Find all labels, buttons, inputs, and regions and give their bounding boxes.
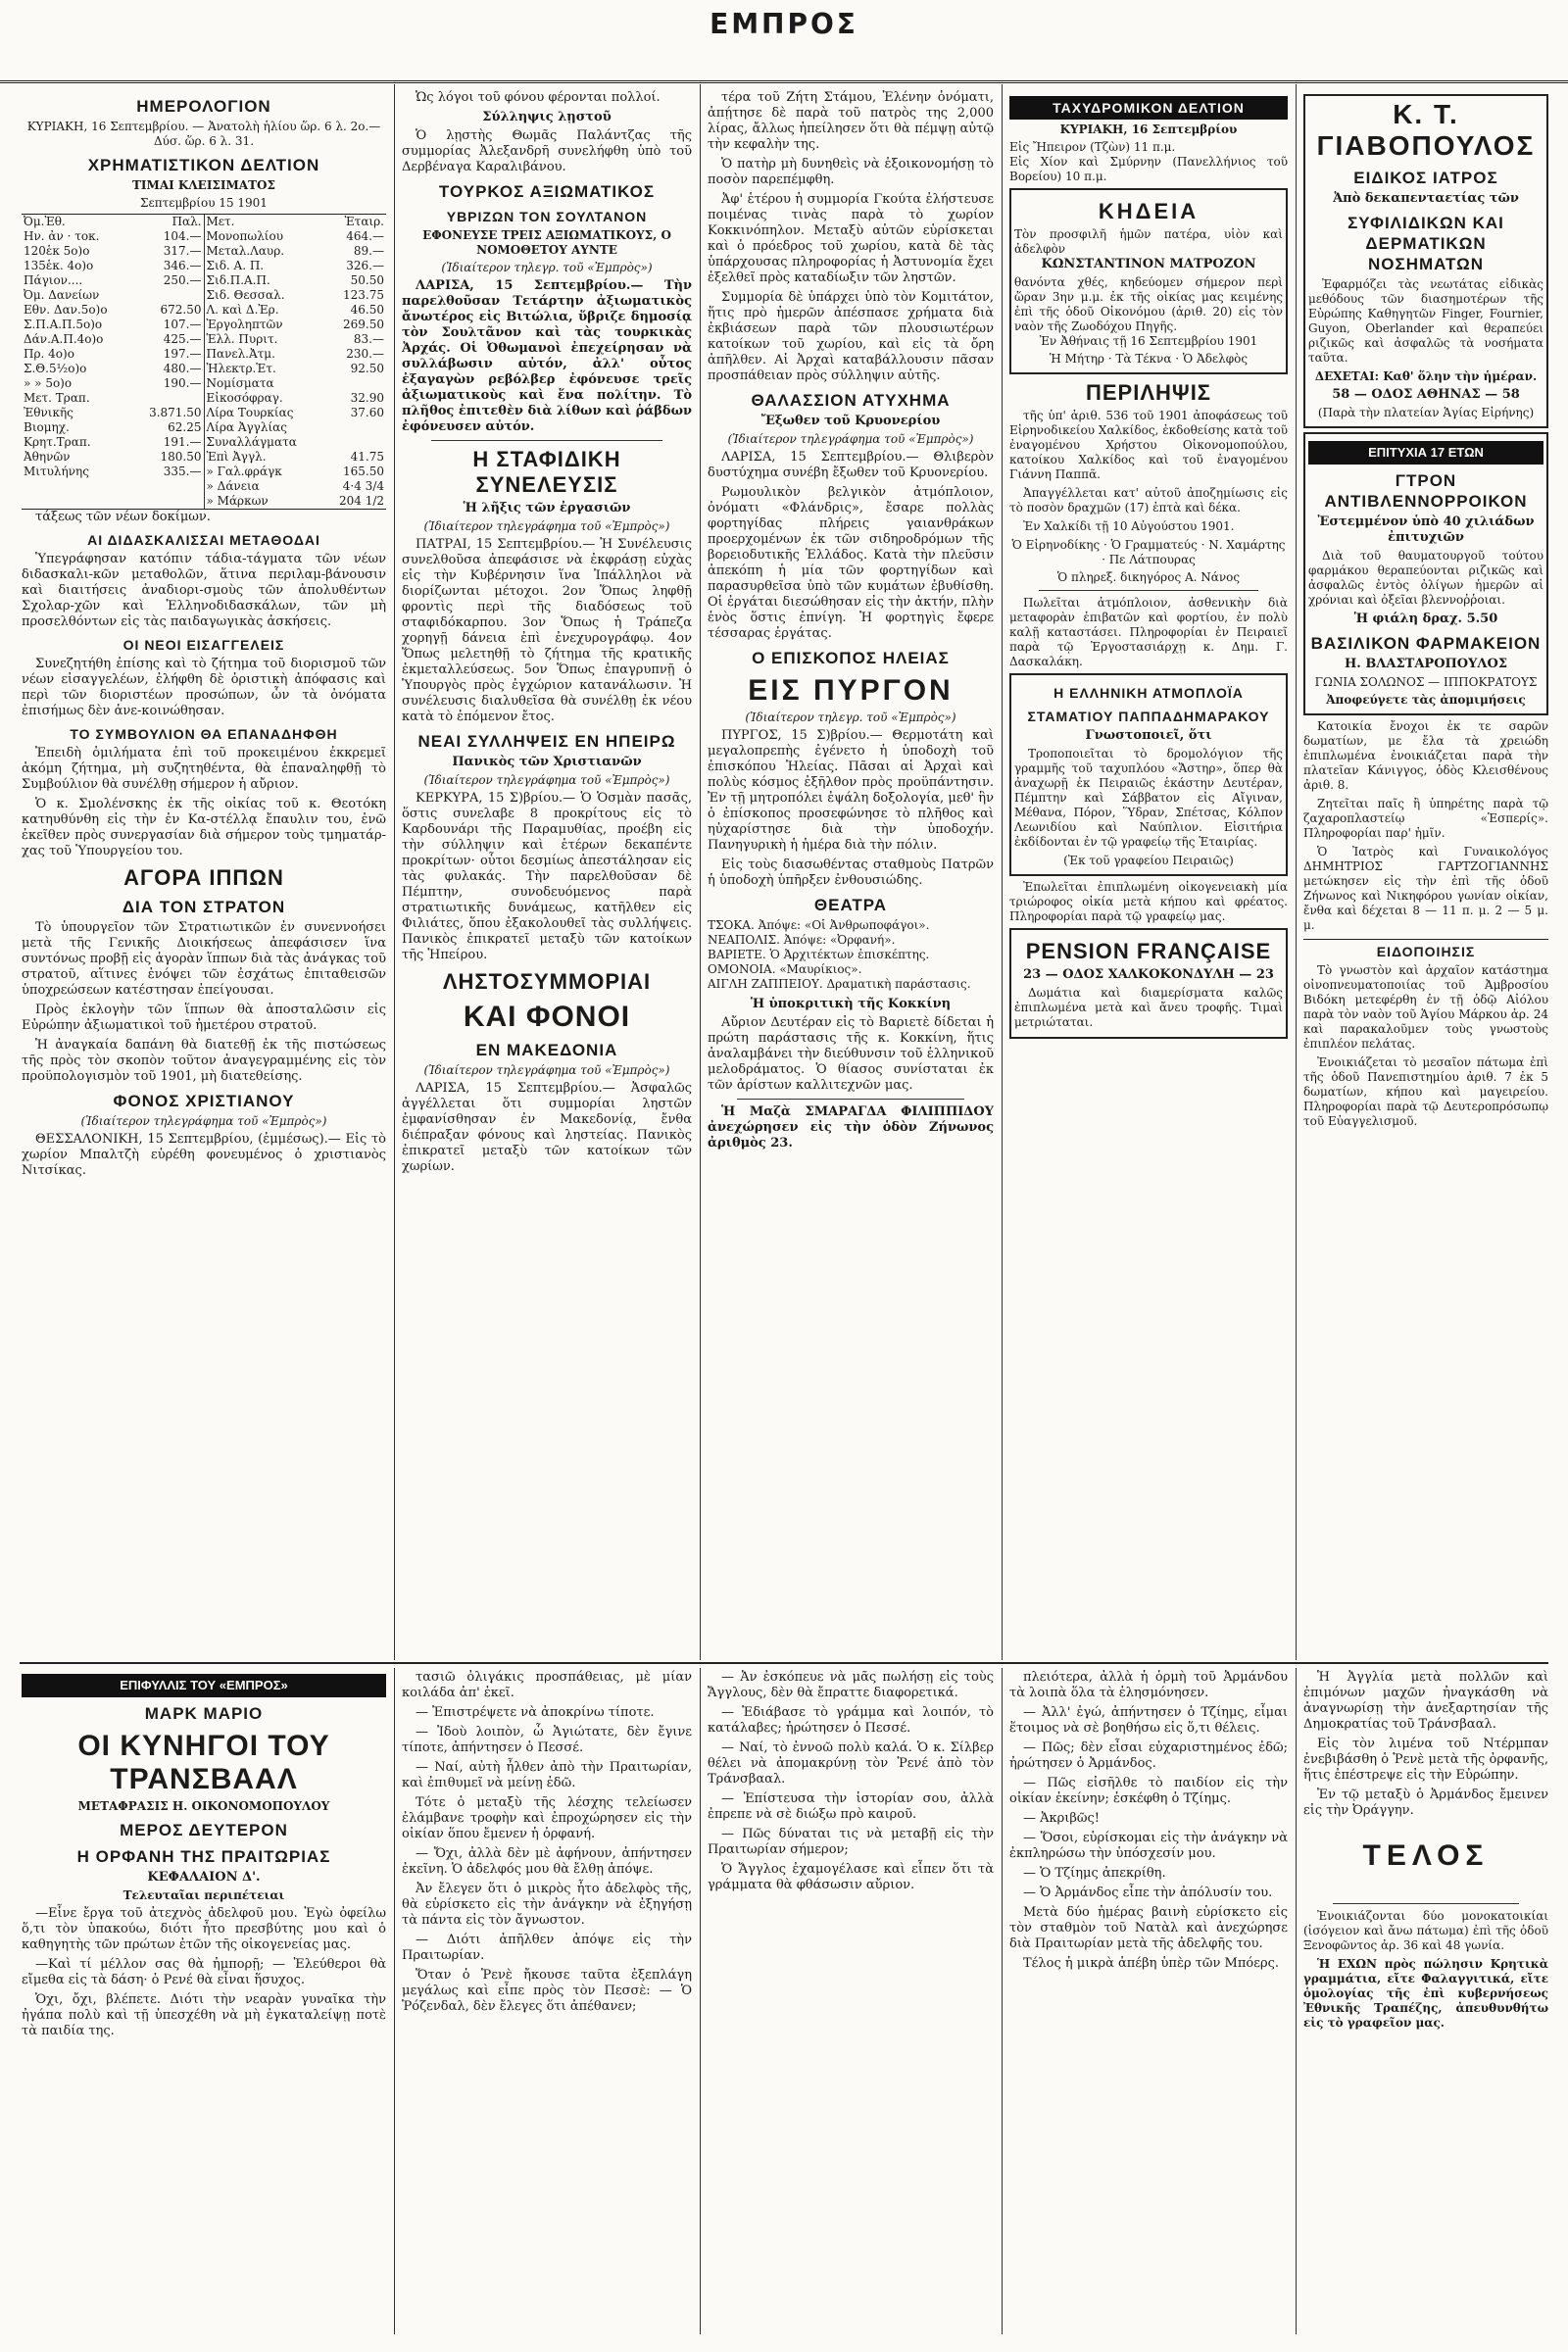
headline: Ο ΕΠΙΣΚΟΠΟΣ ΗΛΕΙΑΣ bbox=[752, 649, 950, 667]
rate-value: 425.— bbox=[163, 332, 202, 346]
rate-label: Ἀθηνῶν bbox=[24, 450, 71, 464]
serial-text: πλειότερα, ἀλλὰ ἡ ὁρμὴ τοῦ Ἀρμάνδου τὰ λοιπὰ ὅλα τὰ ἐλησμόνησεν. bbox=[1009, 1670, 1288, 1700]
rate-value: 269.50 bbox=[343, 318, 384, 331]
rate-label: Μεταλ.Λαυρ. bbox=[206, 244, 285, 258]
serial-text: — Ἀκριβῶς! bbox=[1023, 1811, 1101, 1826]
serial-band: ΕΠΙΦΥΛΛΙΣ ΤΟΥ «ΕΜΠΡΟΣ» bbox=[22, 1674, 386, 1697]
notice-text: Πωλεῖται ἀτμόπλοιον, ἀσθενικὴν διὰ μεταφορὰν ἐπιβατῶν καὶ φορτίου, ἐν πολὺ καλῇ καταστάσει. Πληροφορίαι ἐν Πειραιεῖ παρὰ τῷ Ἐργοστασιάρχῃ κ. Δημ. Γ. Δασκαλάκη. bbox=[1009, 596, 1288, 668]
classified-text: Τὸ γνωστὸν καὶ ἀρχαῖον κατάστημα οἰνοπνευματοποιίας τοῦ Ἀμβροσίου Βιδόκη μετεφέρθη ἐν τῇ ὁδῷ Αἰόλου παρὰ τὸν ναὸν τοῦ Ἁγίου Μάρκου ἀρ. 24 καὶ παρακαλοῦμεν τοὺς γνωστοὺς ἐπιπλέον πελάτας. bbox=[1303, 963, 1548, 1051]
theatre-listing: ΑΙΓΛΗ ΖΑΠΠΕΙΟΥ. Δραματικὴ παράστασις. bbox=[708, 977, 971, 991]
serial-column-2 bbox=[402, 1670, 692, 2332]
headline: ΘΑΛΑΣΣΙΟΝ ΑΤΥΧΗΜΑ bbox=[751, 391, 951, 410]
subheading: 23 — ΟΔΟΣ ΧΑΛΚΟΚΟΝΔΥΛΗ — 23 bbox=[1023, 967, 1274, 982]
dateline-note: (Ἰδιαίτερον τηλεγρ. τοῦ «Ἐμπρὸς») bbox=[441, 261, 653, 274]
rate-label: Ἑλλ. Πυριτ. bbox=[206, 332, 278, 346]
subheading: Πανικὸς τῶν Χριστιανῶν bbox=[452, 755, 642, 769]
article-text: Τὸ ὑπουργεῖον τῶν Στρατιωτικῶν ἐν συνεννοήσει μετὰ τῆς Γενικῆς Διοικήσεως ἀπεφάσισεν ἵνα συντόνως προβῇ εἰς ἀγορὰν ἵππων διὰ τὰς ἀνάγκας τοῦ στρατοῦ, αἵτινες ἐνόψει τῶν ἐσχάτως ἐπιταθεισῶν ὑποχρεώσεων κατέστησαν ἐπείγουσαι. bbox=[22, 920, 386, 998]
article-text: τέρα τοῦ Ζήτη Στάμου, Ἐλένην ὀνόματι, ἀπῄτησε δὲ παρὰ τοῦ πατρὸς της 2,000 λίρας, ἄλλως ἠπείλησεν ὅτι θὰ πέμψῃ αὐτῷ τὴν κεφαλὴν της. bbox=[708, 90, 994, 152]
subheading: Σύλληψις λῃστοῦ bbox=[482, 110, 612, 124]
rate-label: Ην. ἀν · τοκ. bbox=[24, 229, 100, 243]
notice-text: Ἀπαγγέλλεται κατ' αὐτοῦ ἀποζημίωσις εἰς τὸ ποσὸν δραχμῶν (17) ἑπτὰ καὶ δέκα. bbox=[1009, 486, 1288, 514]
article-text: Ὁ πατὴρ μὴ δυνηθεὶς νὰ ἐξοικονομήσῃ τὸ ποσὸν παρεπέμφθη. bbox=[708, 157, 994, 187]
headline: ΑΙ ΔΙΔΑΣΚΑΛΙΣΣΑΙ ΜΕΤΑΘΟΔΑΙ bbox=[87, 532, 320, 548]
article-text: Συμμορία δὲ ὑπάρχει ὑπὸ τὸν Κομιτάτον, ἥτις πρὸ ἡμερῶν ἀπέσπασε χρήματα διὰ ἐκβιάσεων παρὰ τῶν πλουσιωτέρων κατοίκων τοῦ χωρίου, καὶ εἰς τὰ ὄρη ἀπῆλθεν. Αἱ Ἀρχαὶ καταβάλλουσιν πᾶσαν προσπάθειαν πρὸς σύλληψιν αὐτῆς. bbox=[708, 290, 994, 383]
rate-value: 3.871.50 bbox=[149, 406, 202, 419]
headline: ΤΟΥΡΚΟΣ ΑΞΙΩΜΑΤΙΚΟΣ bbox=[438, 182, 656, 201]
horizontal-rule bbox=[20, 1662, 1548, 1664]
article-text: ΛΑΡΙΣΑ, 15 Σεπτεμβρίου.— Ἀσφαλῶς ἀγγέλλεται ὅτι συμμορίαι ληστῶν ἐμφανίσθησαν ἐν Μακεδονίᾳ, ἔνθα διέπραξαν φόνους καὶ ληστείας. Πανικὸς ἐπικρατεῖ μεταξὺ τῶν κατοίκων τῶν χωρίων. bbox=[402, 1081, 692, 1174]
rate-label: » Δάνεια bbox=[206, 479, 260, 493]
rate-value: 204 1/2 bbox=[338, 494, 384, 508]
separator bbox=[1039, 590, 1258, 591]
subheading: Ἡ λῆξις τῶν ἐργασιῶν bbox=[463, 501, 631, 515]
notice-text: Δωμάτια καὶ διαμερίσματα καλῶς ἐπιπλωμένα μετὰ καὶ ἄνευ τροφῆς. Τιμαὶ μετριώταται. bbox=[1014, 986, 1283, 1029]
column-4 bbox=[1009, 90, 1288, 1658]
rate-value: 89.— bbox=[353, 244, 384, 258]
serial-text: Τότε ὁ μεταξὺ τῆς λέσχης τελείωσεν ἐλάμβανε τροφὴν καὶ ἐπροχώρησεν εἰς τὴν οἰκίαν ὅπου ἔμενεν ἡ ὀρφανή. bbox=[402, 1795, 692, 1841]
ad-text: Διὰ τοῦ θαυματουργοῦ τούτου φαρμάκου θεραπεύονται ριζικῶς καὶ ἀσφαλῶς ἐντὸς ὀλίγων ἡμερῶν αἱ χρόνιαι καὶ ὀξεῖαι βλεννοῤῥοιαι. bbox=[1308, 549, 1544, 607]
column-2 bbox=[402, 90, 692, 1658]
article-text: Ὡς λόγοι τοῦ φόνου φέρονται πολλοί. bbox=[416, 90, 661, 105]
notice-text: Εἰς Χίον καὶ Σμύρνην (Πανελλήνιος τοῦ Βορείου) 10 π.μ. bbox=[1009, 155, 1288, 183]
rates-header: Ἐταιρ. bbox=[344, 215, 384, 228]
serial-translator: ΜΕΤΑΦΡΑΣΙΣ Η. ΟΙΚΟΝΟΜΟΠΟΥΛΟΥ bbox=[77, 1799, 330, 1813]
dateline-note: (Ἰδιαίτερον τηλεγράφημα τοῦ «Ἐμπρὸς») bbox=[423, 773, 670, 787]
serial-end: ΤΕΛΟΣ bbox=[1362, 1839, 1490, 1872]
subheading: Ἡ ὑποκριτικὴ τῆς Κοκκίνη bbox=[750, 997, 952, 1011]
ad-address: ΓΩΝΙΑ ΣΟΛΩΝΟΣ — ΙΠΠΟΚΡΑΤΟΥΣ bbox=[1314, 675, 1538, 689]
separator bbox=[431, 440, 662, 441]
pharmacy-ad bbox=[1303, 432, 1548, 715]
rate-value bbox=[324, 376, 386, 391]
article-text: Συνεζητήθη ἐπίσης καὶ τὸ ζήτημα τοῦ διορισμοῦ τῶν νέων εἰσαγγελέων, ἐλήφθη δὲ ὁριστικὴ ἀπόφασις καὶ περὶ τῶν διοριστέων προσώπων, ὧν τὰ ὀνόματα ἐπισήμως δὲν ἀνε-κοινώθησαν. bbox=[22, 657, 386, 718]
headline: PENSION FRANÇAISE bbox=[1025, 939, 1272, 963]
deceased-name: ΚΩΝΣΤΑΝΤΙΝΟΝ ΜΑΤΡΟΖΟΝ bbox=[1041, 257, 1256, 271]
separator bbox=[1333, 1903, 1519, 1904]
classified-text: Ἡ ΕΧΩΝ πρὸς πώλησιν Κρητικὰ γραμμάτια, εἴτε Φαλαγγιτικά, εἴτε ὁμολογίας τῆς ἐπὶ κυβερνήσεως Ἐθνικῆς Τραπέζης, ἀπευθυνθήτω εἰς τὸ γραφεῖον μας. bbox=[1303, 1957, 1548, 2030]
rate-value: 92.50 bbox=[350, 362, 384, 375]
ad-title: Κ. Τ. ΓΙΑΒΟΠΟΥΛΟΣ bbox=[1316, 99, 1536, 161]
subheading: Ἔξωθεν τοῦ Κρυονερίου bbox=[760, 414, 941, 428]
rate-value: 230.— bbox=[346, 347, 384, 361]
article-text: ΠΥΡΓΟΣ, 15 Σ)βρίου.— Θερμοτάτη καὶ μεγαλοπρεπὴς ἐγένετο ἡ ὑποδοχὴ τοῦ ἐπισκόπου Ἠλείας. Πᾶσαι αἱ Ἀρχαὶ καὶ πολὺς κόσμος ἐξῆλθον πρὸς προϋπάντησιν. Ἐν τῇ μητροπόλει ἐψάλη δοξολογία, μεθ' ἣν ὁ ἐπίσκοπος προσεφώνησε τὸ πλῆθος καὶ ηὐχαρίστησε διὰ τὴν ὑποδοχήν. Πανηγυρικὴ ἡ ἡμέρα διὰ τὴν πόλιν. bbox=[708, 728, 994, 853]
article-text: ΛΑΡΙΣΑ, 15 Σεπτεμβρίου.— Θλιβερὸν δυστύχημα συνέβη ἔξωθεν τοῦ Κρυονερίου. bbox=[708, 450, 994, 480]
rate-value: 197.— bbox=[163, 347, 202, 361]
article-text: Ρωμουλικὸν βελγικὸν ἀτμόπλοιον, ὀνόματι «Φλάνδρις», ἔσαρε πολλὰς φορτηγίδας πλήρεις γαιανθράκων προερχομένων ἐκ τῶν σιδηροδρόμων τῆς βορειοδυτικῆς Ἑλλάδος. Κατὰ τὴν πλεῦσιν ἀπεκόπη ἡ μία τῶν φορτηγίδων καὶ παρασυρθεῖσα ὑπὸ τῶν κυμάτων ἐβυθίσθη. Οἱ ἐργάται διεσώθησαν εἰς τὴν ἀκτήν, πλὴν ἑνὸς ὅστις ἐπνίγη. Ἡ φορτηγὶς ἔφερε τέσσαρας ἐργάτας. bbox=[708, 485, 994, 641]
rate-label: Συναλλάγματα bbox=[206, 435, 297, 449]
separator bbox=[737, 1099, 964, 1100]
notice-text: Εἰς Ἤπειρον (Τζὼν) 11 π.μ. bbox=[1009, 140, 1176, 154]
serial-text: — Ναί, αὐτὴ ἦλθεν ἀπὸ τὴν Πραιτωρίαν, καὶ ἐπιθυμεῖ νὰ μείνῃ ἐδῶ. bbox=[402, 1760, 692, 1790]
rate-value: 32.90 bbox=[350, 391, 384, 405]
rate-value: 180.50 bbox=[160, 450, 202, 464]
ad-subtitle: ΕΙΔΙΚΟΣ ΙΑΤΡΟΣ bbox=[1353, 169, 1498, 187]
article-text: ΘΕΣΣΑΛΟΝΙΚΗ, 15 Σεπτεμβρίου, (ἐμμέσως).— Εἰς τὸ χωρίον Μπαλτζὴ εὑρέθη φονευμένος ὁ χριστιανὸς Νιτσίκας. bbox=[22, 1132, 386, 1178]
rate-label: Λίρα Ἀγγλίας bbox=[206, 420, 287, 434]
serial-text: — Ὄχι, ἀλλὰ δὲν μὲ ἀφήνουν, ἀπήντησεν ἐκεῖνη. Ὁ ἀδελφός μου θὰ ἔλθῃ ἀπόψε. bbox=[402, 1846, 692, 1877]
notice-signatures: Ὁ πληρεξ. δικηγόρος Α. Νάνος bbox=[1056, 570, 1241, 584]
article-text: ΠΑΤΡΑΙ, 15 Σεπτεμβρίου.— Ἡ Συνέλευσις συνελθοῦσα ἀπεφάσισε νὰ ἐκφράσῃ εὐχὰς εἰς τὴν Κυβέρνησιν ἵνα Ἰπάλληλοι νὰ διορίζωνται μέτοχοι. 2ον Ὅπως ληφθῇ φροντὶς περὶ τῆς διαδόσεως τοῦ σταφιδόκαρπου. 3ον Ὅπως ἡ Τράπεζα χορηγῇ δάνεια ἐπὶ ἐνεχυρογράφῳ. 4ον Ὅπως μελετηθῇ τὸ ζήτημα τῆς κρατικῆς ἐκμεταλλεύσεως. 5ον Ὅπως ἐπαγρυπνῇ ὁ Ὑπουργὸς πρὸς ἐγχώριον κατανάλωσιν. Ἡ συνέλευσις διαλυθεῖσα θὰ συνέλθῃ ἐκ νέου κατὰ τὸ ἐπόμενον ἔτος. bbox=[402, 537, 692, 724]
masthead bbox=[0, 0, 1568, 83]
rates-table bbox=[22, 214, 386, 510]
serial-text: Μετὰ δύο ἡμέρας βαινὴ εὑρίσκετο εἰς τὸν σταθμὸν τοῦ Νατὰλ καὶ ἀνεχώρησε διὰ Πραιτωρίαν μετὰ τῆς ἀδελφῆς του. bbox=[1009, 1905, 1288, 1951]
serial-text: —Εἶνε ἔργα τοῦ ἀτεχνὸς ἀδελφοῦ μου. Ἐγὼ ὀφείλω ὅ,τι τὸν ὑπακούω, διότι ἦτο πρεσβύτης μου καὶ ὁ καθηγητὴς τῶν πρώτων ἐτῶν τῆς οἰκογενείας μας. bbox=[22, 1906, 386, 1952]
article-text: Αὔριον Δευτέραν εἰς τὸ Βαριετὲ δίδεται ἡ πρώτη παράστασις τῆς κ. Κοκκίνη, ἥτις ἀναλαμβάνει τὴν διεύθυνσιν τοῦ ἑλληνικοῦ μελοδράματος. Ὁ θίασος συνίσταται ἐκ τῶν ἀρίστων καλλιτεχνῶν μας. bbox=[708, 1015, 994, 1093]
rates-header: Μετ. bbox=[206, 215, 235, 228]
theatre-listing: ΤΣΟΚΑ. Ἀπόψε: «Οἱ Ἀνθρωποφάγοι». bbox=[708, 918, 930, 932]
rate-value: 62.25 bbox=[168, 420, 202, 434]
rates-header: Παλ. bbox=[172, 215, 202, 228]
notice-date: Ἐν Ἀθήναις τῇ 16 Σεπτεμβρίου 1901 bbox=[1039, 334, 1258, 348]
rate-value: 250.— bbox=[163, 273, 202, 287]
article-text: τάξεως τῶν νέων δοκίμων. bbox=[35, 510, 211, 524]
notice-text: Τροποποιεῖται τὸ δρομολόγιον τῆς γραμμῆς τοῦ ταχυπλόου «Ἄστηρ», ὅπερ θὰ ἀναχωρῇ ἐκ Πειραιῶς ἑκάστην Δευτέραν, Πέμπτην καὶ Σάββατον εἰς Αἴγιναν, Μέθανα, Πόρον, Ὕδραν, Σπέτσας, Κόλπον Λεωνιδίου καὶ Ναύπλιον. Εἰσιτήρια ἐκδίδονται ἐν τῷ γραφείῳ τῆς Ἑταιρίας. bbox=[1014, 747, 1283, 849]
rate-value: 190.— bbox=[163, 376, 202, 390]
notice-signatures: Ὁ Εἰρηνοδίκης · Ὁ Γραμματεύς · Ν. Χαμάρτης · Πε Λάτπουρας bbox=[1011, 538, 1286, 566]
rate-value: 107.— bbox=[163, 318, 202, 331]
rate-value: 464.— bbox=[346, 229, 384, 243]
rate-label: Πάγιον.... bbox=[24, 273, 83, 287]
rate-value: 165.50 bbox=[343, 465, 384, 478]
serial-part-title: Η ΟΡΦΑΝΗ ΤΗΣ ΠΡΑΙΤΩΡΙΑΣ bbox=[76, 1847, 331, 1866]
market-date: Σεπτεμβρίου 15 1901 bbox=[140, 196, 268, 210]
rate-label: Πρ. 4ο)ο bbox=[24, 347, 74, 361]
rate-value: 46.50 bbox=[350, 303, 384, 317]
rate-value: 104.— bbox=[163, 229, 202, 243]
serial-text: — Ναί, τὸ ἐννοῶ πολὺ καλά. Ὁ κ. Σίλβερ θέλει νὰ ἀπομακρύνῃ τὸν Ῥενέ ἀπὸ τὸν Τράνσβααλ. bbox=[708, 1740, 994, 1787]
serial-text: Ἐν τῷ μεταξὺ ὁ Ἀρμάνδος ἔμεινεν εἰς τὴν Ὀράγγην. bbox=[1303, 1788, 1548, 1818]
serial-text: — Ὁ Ἀρμάνδος εἶπε τὴν ἀπόλυσίν του. bbox=[1023, 1886, 1273, 1900]
article-text: Πρὸς ἐκλογὴν τῶν ἵππων θὰ ἀποσταλῶσιν εἰς Εὐρώπην ἀξιωματικοὶ τοῦ ἡμετέρου στρατοῦ. bbox=[22, 1003, 386, 1033]
serial-part: ΜΕΡΟΣ ΔΕΥΤΕΡΟΝ bbox=[120, 1821, 288, 1839]
serial-column-4 bbox=[1009, 1670, 1288, 2332]
doctor-ad bbox=[1303, 94, 1548, 428]
article-text: Εἰς τοὺς διασωθέντας σταθμοὺς Πατρῶν ἡ ὑποδοχὴ ὑπῆρξεν ἐνθουσιώδης. bbox=[708, 858, 994, 888]
serial-text: τασιῶ ὀλιγάκις προσπάθειας, μὲ μίαν κοιλάδα ἀπ' ἐκεῖ. bbox=[402, 1670, 692, 1700]
rate-label: Μετ. Τραπ. bbox=[24, 391, 90, 405]
ad-address: 58 — ΟΔΟΣ ΑΘΗΝΑΣ — 58 bbox=[1332, 387, 1520, 402]
rate-label: 120ἑκ 5ο)ο bbox=[24, 244, 90, 258]
serial-text: Ἀν ἔλεγεν ὅτι ὁ μικρὸς ἦτο ἀδελφὸς τῆς, θὰ εὑρίσκετο εἰς τὴν ἀνάγκην νὰ ἐξηγήσῃ τὰ πάντα εἰς τὸν ἄγνωστον. bbox=[402, 1882, 692, 1928]
headline: ΠΕΡΙΛΗΨΙΣ bbox=[1085, 380, 1212, 405]
rate-label: Σ.Θ.5½ο)ο bbox=[24, 362, 87, 375]
ad-text: Ἐφαρμόζει τὰς νεωτάτας εἰδικὰς μεθόδους τῶν διασημοτέρων τῆς Εὐρώπης Καθηγητῶν Finger, Fournier, Guyon, Oberlander καὶ θεραπεύει ριζικῶς καὶ ἀσφαλῶς τὰ νοσήματα ταῦτα. bbox=[1308, 277, 1544, 365]
headline: ΕΝ ΜΑΚΕΔΟΝΙΑ bbox=[475, 1041, 618, 1059]
notice-signatures: Ἡ Μήτηρ · Τὰ Τέκνα · Ὁ Ἀδελφὸς bbox=[1049, 352, 1249, 366]
rate-label: Λ. καὶ Δ.Ἐρ. bbox=[206, 303, 279, 317]
rate-value: 37.60 bbox=[350, 406, 384, 419]
serial-text: Τέλος ἡ μικρὰ ἀπέβη ὑπὲρ τῶν Μπόερς. bbox=[1023, 1956, 1280, 1971]
article-text: Ὁ κ. Σμολένσκης ἐκ τῆς οἰκίας τοῦ κ. Θεοτόκη κατηυθύνθη εἰς τὴν ἐν Κα-στέλλᾳ ἔπαυλιν του, ἐνῶ ἐκεῖθεν πρὸς συνεργασίαν διὰ σήμερον τοὺς τμηματάρ-χας τοῦ Ὑπουργείου του. bbox=[22, 797, 386, 858]
article-text: ΛΑΡΙΣΑ, 15 Σεπτεμβρίου.— Τὴν παρελθοῦσαν Τετάρτην ἀξιωματικὸς ἄνωτέρος εἰς Βιτώλια, ὕβριζε δημοσίᾳ τὸν Σουλτᾶνον καὶ τὰς τουρκικὰς Ἀρχάς. Οἱ Ὀθωμανοὶ ἐπεχείρησαν νὰ συλλάβωσιν αὐτόν, ἀλλ' οὗτος ἐξαγαγὼν ρεβόλβερ ἐφόνευσε τρεῖς ἀξιωματικοὺς καὶ ἕνα πολίτην. Τὸ πλῆθος ἐπιτεθὲν διὰ λίθων καὶ ῥάβδων ἐφόνευσεν αὐτόν. bbox=[402, 278, 692, 434]
theatre-listing: ΝΕΑΠΟΛΙΣ. Ἀπόψε: «Ὀρφανή». bbox=[708, 933, 896, 947]
serial-text: — Διότι ἀπῆλθεν ἀπόψε εἰς τὴν Πραιτωρίαν. bbox=[402, 1933, 692, 1963]
serial-text: Εἰς τὸν λιμένα τοῦ Ντέρμπαν ἐνεβιβάσθη ὁ Ῥενὲ μετὰ τῆς ὀρφανῆς, ἥτις ἐπέστρεψε εἰς τὴν Εὐρώπην. bbox=[1303, 1737, 1548, 1783]
rate-value: 123.75 bbox=[343, 288, 384, 302]
dateline-note: (Ἰδιαίτερον τηλεγρ. τοῦ «Ἐμπρὸς») bbox=[745, 710, 956, 724]
serial-text: — Ἐπιστρέψετε νὰ ἀποκρίνω τίποτε. bbox=[416, 1705, 655, 1720]
headline: ΦΟΝΟΣ ΧΡΙΣΤΙΑΝΟΥ bbox=[113, 1092, 295, 1110]
rate-label: Κρητ.Τραπ. bbox=[24, 435, 91, 449]
headline: ΔΙΑ ΤΟΝ ΣΤΡΑΤΟΝ bbox=[122, 898, 286, 916]
rate-value: 4·4 3/4 bbox=[342, 479, 384, 493]
article-text: Ἡ ἀναγκαία δαπάνη θὰ διατεθῇ ἐκ τῆς πιστώσεως τῆς πρὸς τὸν σκοπὸν τοῦτον ἀναγεγραμμένης εἰς τὸν προϋπολογισμὸν τοῦ 1901, μὴ διατεθείσης. bbox=[22, 1038, 386, 1084]
rates-left bbox=[22, 215, 205, 509]
rate-value: 346.— bbox=[163, 259, 202, 272]
notice-text: τῆς ὑπ' ἀριθ. 536 τοῦ 1901 ἀποφάσεως τοῦ Εἰρηνοδικείου Χαλκίδος, ἐκδοθείσης κατὰ τοῦ ἐναγομένου Χρήστου Οἰκονομοπούλου, κατοίκου Χαλκίδος καὶ τοῦ ἐναγομένου Γιάννη Παππᾶ. bbox=[1009, 409, 1288, 481]
serial-text: — Ἀν ἐσκόπευε νὰ μᾶς πωλήσῃ εἰς τοὺς Ἄγγλους, δὲν θὰ ἔπραττε διαφορετικά. bbox=[708, 1670, 994, 1700]
headline: ΛΗΣΤΟΣΥΜΜΟΡΙΑΙ bbox=[442, 969, 652, 994]
serial-column-3 bbox=[708, 1670, 994, 2332]
article-text: Ἀφ' ἑτέρου ἡ συμμορία Γκούτα ἐλήστευσε ποιμένας τινὰς παρὰ τὸ χωρίον Κοκκινόπηλον. Μεταξὺ αὐτῶν εὑρίσκεται καὶ ὁ πρόεδρος τοῦ χωρίου, κατὰ δὲ τὰς ὑπάρχουσας πληροφορίας ἡ Ἀστυνομία ἔχει ἐξελθεῖ πρὸς καταδίωξιν τῶν ληστῶν. bbox=[708, 192, 994, 285]
rate-value: 50.50 bbox=[350, 273, 384, 287]
rate-label: Πανελ.Ἀτμ. bbox=[206, 347, 275, 361]
rate-label: Σιδ. Α. Π. bbox=[206, 259, 265, 272]
rate-value: 41.75 bbox=[350, 450, 384, 464]
classified-text: Ἐνοικιάζεται τὸ μεσαῖον πάτωμα ἐπὶ τῆς ὁδοῦ Πανεπιστημίου ἀριθ. 7 ἐκ 5 δωματίων, κήπου καὶ μαγειρείου. Πληροφορίαι παρὰ τῷ Δευτεροπρόσωπῳ τοῦ Εὐαγγελισμοῦ. bbox=[1303, 1055, 1548, 1128]
market-heading: ΧΡΗΜΑΤΙΣΤΙΚΟΝ ΔΕΛΤΙΟΝ bbox=[87, 156, 320, 174]
serial-text: Ὁχι, ὄχι, βλέπετε. Διότι τὴν νεαρὰν γυναῖκα τὴν ἠγάπα πολὺ καὶ τῇ ὑπεσχέθη νὰ μὴ ἐγκαταλείψῃ ποτὲ τὰ παιδία της. bbox=[22, 1992, 386, 2038]
serial-text: Ἡ Ἀγγλία μετὰ πολλῶν καὶ ἐπιμόνων μαχῶν ἠναγκάσθη νὰ ἀναγνωρίσῃ τὴν ἀνεξαρτησίαν τῆς Δημοκρατίας τοῦ Τράνσβααλ. bbox=[1303, 1670, 1548, 1732]
serial-text: — Πῶς; δὲν εἶσαι εὐχαριστημένος ἐδῶ; ἠρώτησεν ὁ Ἀρμάνδος. bbox=[1009, 1740, 1288, 1771]
rate-label: Σιδ. Θεσσαλ. bbox=[206, 288, 285, 302]
deck: ΕΦΟΝΕΥΣΕ ΤΡΕΙΣ ΑΞΙΩΜΑΤΙΚΟΥΣ, Ο ΝΟΜΟΘΕΤΟΥ ΑΥΝΤΕ bbox=[422, 228, 671, 257]
subheading: Γνωστοποιεῖ, ὅτι bbox=[1085, 728, 1212, 743]
headline: ΕΙΔΟΠΟΙΗΣΙΣ bbox=[1303, 939, 1548, 960]
serial-text: — Ἐπίστευσα τὴν ἱστορίαν σου, ἀλλὰ ἐπρεπε νὰ σὲ διώξω πρὸ καιροῦ. bbox=[708, 1791, 994, 1822]
rate-value: 317.— bbox=[163, 244, 202, 258]
rate-label: Ὀμ. Δανείων bbox=[24, 288, 100, 302]
headline: ΕΙΣ ΠΥΡΓΟΝ bbox=[748, 674, 954, 707]
rate-label: » Γαλ.φράγκ bbox=[206, 465, 282, 478]
pension-ad bbox=[1009, 928, 1288, 1039]
rate-label: Σιδ.Π.Α.Π. bbox=[206, 273, 270, 287]
notice-text: Τὸν προσφιλῆ ἡμῶν πατέρα, υἱὸν καὶ ἀδελφὸν bbox=[1014, 227, 1283, 256]
article-text: Ὁ λῃστὴς Θωμᾶς Παλάντζας τῆς συμμορίας Ἀλεξανδρῆ συνελήφθη ὑπὸ τοῦ Δερβέναγα Καραλιβάνου. bbox=[402, 128, 692, 174]
column-rule bbox=[700, 1668, 701, 2334]
headline: ΟΙ ΝΕΟΙ ΕΙΣΑΓΓΕΛΕΙΣ bbox=[122, 637, 285, 653]
serial-author: ΜΑΡΚ ΜΑΡΙΟ bbox=[144, 1704, 264, 1723]
headline: ΑΓΟΡΑ ΙΠΠΩΝ bbox=[123, 865, 284, 890]
column-rule bbox=[1002, 1668, 1003, 2334]
serial-title: ΟΙ ΚΥΝΗΓΟΙ ΤΟΥ ΤΡΑΝΣΒΑΑΛ bbox=[77, 1730, 330, 1795]
rate-value bbox=[132, 391, 203, 406]
rate-value: 83.— bbox=[353, 332, 384, 346]
ad-title: ΒΑΣΙΛΙΚΟΝ ΦΑΡΜΑΚΕΙΟΝ bbox=[1310, 634, 1542, 653]
dateline-note: (Ἰδιαίτερον τηλεγράφημα τοῦ «Ἐμπρὸς») bbox=[80, 1114, 327, 1128]
rate-label: » » 5ο)ο bbox=[24, 376, 73, 390]
ad-specialty: ΣΥΦΙΛΙΔΙΚΩΝ ΚΑΙ ΔΕΡΜΑΤΙΚΩΝ ΝΟΣΗΜΑΤΩΝ bbox=[1348, 214, 1504, 273]
ad-text: Ἀπὸ δεκαπενταετίας τῶν bbox=[1333, 191, 1519, 206]
rate-label: Νομίσματα bbox=[206, 376, 274, 390]
headline: ΤΟ ΣΥΜΒΟΥΛΙΟΝ ΘΑ ΕΠΑΝΑΔΗΦΘΗ bbox=[70, 726, 338, 742]
column-rule bbox=[394, 84, 395, 1660]
ad-title: ΓΤΡΟΝ ΑΝΤΙΒΛΕΝΝΟΡΡΟΙΚΟΝ bbox=[1324, 471, 1528, 511]
rate-value bbox=[132, 288, 203, 303]
headline: Η ΕΛΛΗΝΙΚΗ ΑΤΜΟΠΛΟΪΑ bbox=[1054, 685, 1244, 701]
ad-band: ΕΠΙΤΥΧΙΑ 17 ΕΤΩΝ bbox=[1308, 441, 1544, 465]
serial-chapter-sub: Τελευταῖαι περιπέτειαι bbox=[122, 1888, 285, 1902]
headline: ΤΑΧΥΔΡΟΜΙΚΟΝ ΔΕΛΤΙΟΝ bbox=[1009, 96, 1288, 120]
serial-column-1 bbox=[22, 1670, 386, 2332]
shipping-ad bbox=[1009, 673, 1288, 876]
article-text: ΚΕΡΚΥΡΑ, 15 Σ)βρίου.— Ὁ Ὁσμὰν πασᾶς, ὅστις συνελαβε 8 προκρίτους εἰς τὸ Καρδουνάρι τῆς Παραμυθίας, προέβη εἰς τὴν σύλληψιν καὶ ἑτέρων δεκαπέντε προκρίτων· οὗτοι δεσμίως ἀπεστάλησαν εἰς τὰς φυλακάς. Τὴν παρελθοῦσαν δὲ Πέμπτην, συνοδευόμενος παρὰ στρατιωτικῆς δυνάμεως, κατῆλθεν εἰς Φιλιάτες, ὅπου ἐξακολουθεῖ τὰς συλλήψεις. Πανικὸς ἐπικρατεῖ μεταξὺ τῶν κατοίκων τῆς Ἠπείρου. bbox=[402, 791, 692, 962]
headline: Η ΣΤΑΦΙΔΙΚΗ ΣΥΝΕΛΕΥΣΙΣ bbox=[472, 447, 621, 497]
rate-label: Βιομηχ. bbox=[24, 420, 70, 434]
rate-label: Ἐργοληπτῶν bbox=[206, 318, 283, 331]
headline: ΥΒΡΙΖΩΝ ΤΟΝ ΣΟΥΛΤΑΝΟΝ bbox=[446, 209, 648, 224]
serial-text: — Ὁ Τζίημς ἀπεκρίθη. bbox=[1023, 1866, 1166, 1881]
serial-text: — Ἰδοὺ λοιπὸν, ὦ Ἁγιώτατε, δὲν ἔγινε τίποτε, ἀπήντησεν ὁ Πεσσέ. bbox=[402, 1725, 692, 1755]
rate-label: Ἠλεκτρ.Ἑτ. bbox=[206, 362, 276, 375]
rate-label: Εἰκοσόφραγ. bbox=[206, 391, 283, 405]
rate-value: 326.— bbox=[346, 259, 384, 272]
ad-owner: Η. ΒΛΑΣΤΑΡΟΠΟΥΛΟΣ bbox=[1344, 657, 1508, 671]
headline: ΣΤΑΜΑΤΙΟΥ ΠΑΠΠΑΔΗΜΑΡΑΚΟΥ bbox=[1027, 709, 1270, 724]
column-1 bbox=[22, 90, 386, 1658]
serial-text: — Ὅσοι, εὑρίσκομαι εἰς τὴν ἀνάγκην νὰ ἐκπληρώσω τὴν ὑπόσχεσίν μου. bbox=[1009, 1831, 1288, 1861]
theatre-listing: ΟΜΟΝΟΙΑ. «Μαυρίκιος». bbox=[708, 962, 862, 976]
headline: ΝΕΑΙ ΣΥΛΛΗΨΕΙΣ ΕΝ ΗΠΕΙΡΩ bbox=[417, 732, 676, 751]
rates-header: Ὀμ.Ἐθ. bbox=[24, 215, 66, 228]
column-5 bbox=[1303, 90, 1548, 1658]
rate-label: Σ.Π.Α.Π.5ο)ο bbox=[24, 318, 103, 331]
rate-label: Εθν. Δαν.5ο)ο bbox=[24, 303, 108, 317]
article-text: Ἐπειδὴ ὁμιλήματα ἐπὶ τοῦ προκειμένου ἐκκρεμεῖ ἀκόμη ζήτημα, μὴ συζητηθέντα, θὰ ἐπαναληφθῇ τὸ Συμβούλιον θὰ συνέλθῃ σήμερον ἡ αὔριον. bbox=[22, 746, 386, 792]
market-subheading: ΤΙΜΑΙ ΚΛΕΙΣΙΜΑΤΟΣ bbox=[132, 178, 275, 192]
classified-text: Κατοικία ἔνοχοι ἐκ τε σαρῶν δωματίων, με ἔλα τὰ χρειώδη ἐπιπλωμένα ἐνοικιάζεται παρὰ τὴν πλατεῖαν Κάνιγγος, ὁδὸς Κλεισθένους ἀριθ. 8. bbox=[1303, 719, 1548, 792]
rate-label: Ἐθνικῆς bbox=[24, 406, 74, 419]
rate-label: Ἐπὶ Ἀγγλ. bbox=[206, 450, 267, 464]
headline: ΚΗΔΕΙΑ bbox=[1098, 199, 1200, 223]
dateline-note: (Ἰδιαίτερον τηλεγράφημα τοῦ «Ἐμπρὸς») bbox=[727, 432, 974, 446]
calendar-line: ΚΥΡΙΑΚΗ, 16 Σεπτεμβρίου. — Ἀνατολὴ ἡλίου ὥρ. 6 λ. 2ο.—Δύσ. ὥρ. 6 λ. 31. bbox=[26, 120, 381, 148]
serial-chapter: ΚΕΦΑΛΑΙΟΝ Δ'. bbox=[147, 1870, 261, 1885]
classified-text: Ἐνοικιάζονται δύο μονοκατοικίαι (ἰσόγειον καὶ ἄνω πάτωμα) ἐπὶ τῆς ὁδοῦ Ξενοφῶντος ἀρ. 36 καὶ 48 γωνία. bbox=[1303, 1909, 1548, 1952]
classified-text: Ζητεῖται παῖς ἢ ὑπηρέτης παρὰ τῷ ζαχαροπλαστείῳ «Ἑσπερίς». Πληροφορίαι παρ' ἡμῖν. bbox=[1303, 797, 1548, 840]
ad-hours: ΔΕΧΕΤΑΙ: Καθ' ὅλην τὴν ἡμέραν. bbox=[1314, 369, 1538, 383]
rate-label: Δάν.Α.Π.4ο)ο bbox=[24, 332, 104, 346]
rate-value: 191.— bbox=[163, 435, 202, 449]
article-text: Ἡ Μαζὰ ΣΜΑΡΑΓΔΑ ΦΙΛΙΠΠΙΔΟΥ ἀνεχώρησεν εἰς τὴν ὁδὸν Ζήνωνος ἀριθμὸς 23. bbox=[708, 1104, 994, 1151]
ad-text: Ἀποφεύγετε τὰς ἀπομιμήσεις bbox=[1326, 693, 1526, 707]
serial-text: — Πῶς δύναται τις νὰ μεταβῇ εἰς τὴν Πραιτωρίαν σήμερον; bbox=[708, 1827, 994, 1857]
rate-value bbox=[324, 420, 386, 435]
classified-text: Ὁ Ἰατρὸς καὶ Γυναικολόγος ΔΗΜΗΤΡΙΟΣ ΓΑΡΤΖΟΓΙΑΝΝΗΣ μετώκησεν εἰς τὴν ἐπὶ τῆς ὁδοῦ Ζήνωνος καὶ Νικηφόρου γωνίαν οἰκίαν, ἔνθα καὶ δέχεται 8 — 11 π. μ. 2 — 5 μ. μ. bbox=[1303, 845, 1548, 932]
serial-text: — Ἐδιάβασε τὸ γράμμα καὶ λοιπόν, τὸ κατάλαβες; ἠρώτησεν ὁ Πεσσέ. bbox=[708, 1705, 994, 1736]
newspaper-title: ΕΜΠΡΟΣ bbox=[710, 8, 858, 40]
rate-value: 335.— bbox=[163, 465, 202, 478]
notice-text: Ἐν Χαλκίδι τῇ 10 Αὐγούστου 1901. bbox=[1023, 519, 1235, 533]
notice-text: θανόντα χθές, κηδεύομεν σήμερον περὶ ὥραν 3ην μ.μ. ἐκ τῆς οἰκίας μας κειμένης ἐπὶ τῆς ὁδοῦ Οἰκονόμου (ἀριθ. 20) εἰς τὸν ναὸν τῆς Ζωοδόχου Πηγῆς. bbox=[1014, 275, 1283, 333]
serial-text: — Πῶς εἰσῆλθε τὸ παιδίον εἰς τὴν οἰκίαν ἐκείνην; ἐσκέφθη ὁ Τζίημς. bbox=[1009, 1776, 1288, 1806]
ad-subtitle: Ἐστεμμένον ὑπὸ 40 χιλιάδων ἐπιτυχιῶν bbox=[1317, 514, 1535, 545]
headline: ΘΕΑΤΡΑ bbox=[813, 896, 888, 914]
headline: ΚΑΙ ΦΟΝΟΙ bbox=[463, 1001, 631, 1033]
rate-label: » Μάρκων bbox=[206, 494, 269, 508]
column-3 bbox=[708, 90, 994, 1658]
notice-text: (Ἐκ τοῦ γραφείου Πειραιῶς) bbox=[1063, 854, 1234, 867]
rate-label: 135ἑκ. 4ο)ο bbox=[24, 259, 94, 272]
column-rule bbox=[1296, 84, 1297, 1660]
column-rule bbox=[700, 84, 701, 1660]
rate-value bbox=[324, 435, 386, 450]
funeral-notice bbox=[1009, 188, 1288, 374]
ad-price: Ἡ φιάλη δραχ. 5.50 bbox=[1353, 612, 1498, 626]
column-rule bbox=[1002, 84, 1003, 1660]
theatre-listing: ΒΑΡΙΕΤΕ. Ὁ Ἀρχιτέκτων ἐπισκέπτης. bbox=[708, 948, 930, 961]
rate-label: Λίρα Τουρκίας bbox=[206, 406, 294, 419]
dateline-note: (Ἰδιαίτερον τηλεγράφημα τοῦ «Ἐμπρὸς») bbox=[423, 1063, 670, 1077]
column-rule bbox=[394, 1668, 395, 2334]
notice-text: Ἐπωλεῖται ἐπιπλωμένη οἰκογενειακὴ μία τριώροφος οἰκία μετὰ κήπου καὶ φρέατος. Πληροφορίαι παρὰ τῷ γραφείῳ μας. bbox=[1009, 880, 1288, 923]
article-text: Ὑπεγράφησαν κατόπιν τάδια-τάγματα τῶν νέων διδασκαλι-κῶν μεταθολῶν, ἅτινα περιλαμ-βάνουσιν καὶ διαιτήσεις ἀναδιορι-σμοὺς τῶν ἀπολυθέντων Σχολαρ-χῶν καὶ Ἑλληνοδιδασκάλων, τῶν μὴ προσελθόντων εἰς τὰς παιδαγωγικὰς ἀσκήσεις. bbox=[22, 552, 386, 629]
column-rule bbox=[1296, 1668, 1297, 2334]
dateline-note: (Ἰδιαίτερον τηλεγράφημα τοῦ «Ἐμπρὸς») bbox=[423, 519, 670, 533]
rate-label: Μονοπωλίου bbox=[206, 229, 284, 243]
rate-value: 672.50 bbox=[160, 303, 202, 317]
serial-text: —Καὶ τί μέλλον σας θὰ ἠμπορῇ; — Ἐλεύθεροι θὰ εἴμεθα εἰς τὰ δάση· ὁ Ρενέ θὰ εἶναι ἥσυχος. bbox=[22, 1957, 386, 1987]
rate-value: 480.— bbox=[163, 362, 202, 375]
notice-text: ΚΥΡΙΑΚΗ, 16 Σεπτεμβρίου bbox=[1059, 122, 1238, 136]
ad-address: (Παρὰ τὴν πλατείαν Ἁγίας Εἰρήνης) bbox=[1317, 406, 1535, 419]
serial-text: — Ἀλλ' ἐγώ, ἀπήντησεν ὁ Τζίημς, εἶμαι ἕτοιμος νὰ σὲ βοηθήσω εἰς ὅ,τι θέλεις. bbox=[1009, 1705, 1288, 1736]
rates-right bbox=[205, 215, 387, 509]
serial-text: Ὁ Ἄγγλος ἐχαμογέλασε καὶ εἶπεν ὅτι τὰ γράμματα θὰ φθάσωσιν αὔριον. bbox=[708, 1862, 994, 1892]
serial-text: Ὅταν ὁ Ῥενὲ ἤκουσε ταῦτα ἐξεπλάγη μεγάλως καὶ εἶπε πρὸς τὸν Πεσσὲ: — Ὁ Ῥόζενδαλ, δὲν ἔλεγες ὅτι ἀπέθανεν; bbox=[402, 1968, 692, 2014]
serial-column-5 bbox=[1303, 1670, 1548, 2332]
rate-label: Μιτυλήνης bbox=[24, 465, 89, 478]
calendar-heading: ΗΜΕΡΟΛΟΓΙΟΝ bbox=[136, 97, 271, 116]
